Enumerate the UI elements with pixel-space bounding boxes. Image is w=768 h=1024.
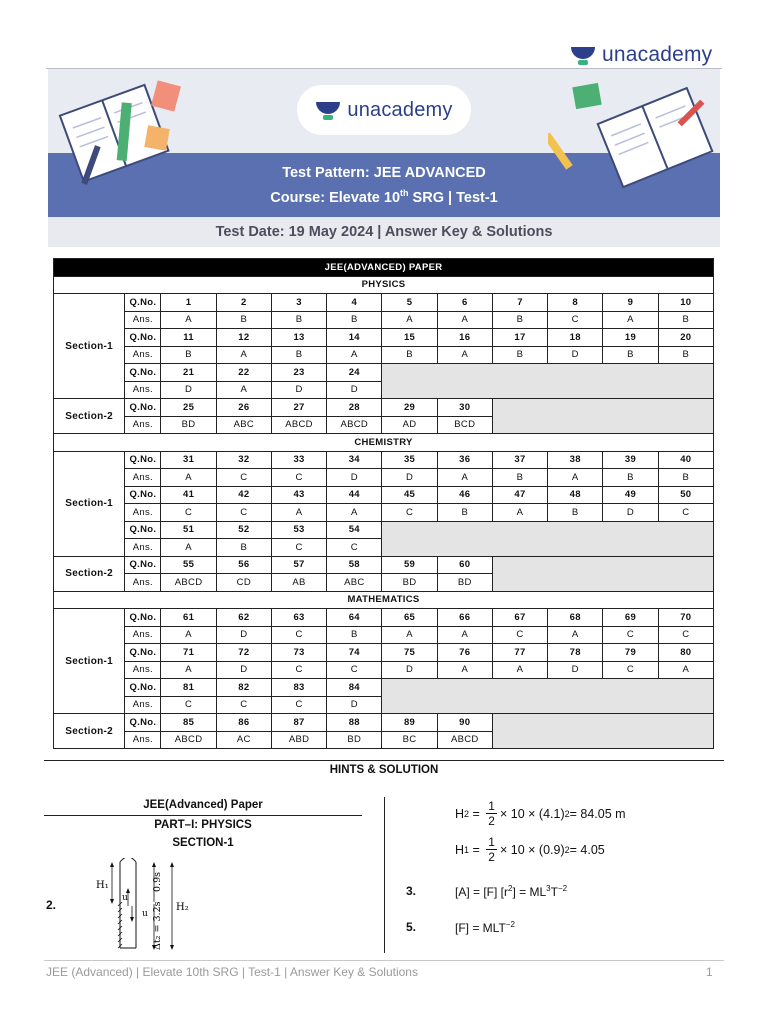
answer-cell: D — [216, 661, 271, 679]
answer-cell: B — [327, 311, 382, 329]
answer-cell: B — [327, 626, 382, 644]
answer-cell: B — [216, 311, 271, 329]
question-number-cell: 81 — [161, 679, 216, 697]
question-number-row — [54, 486, 714, 504]
answer-row — [54, 346, 714, 364]
answer-cell: C — [548, 311, 603, 329]
question-number-cell: 54 — [327, 521, 382, 539]
answer-cell: BD — [161, 416, 216, 434]
qno-label: Q.No. — [125, 451, 161, 469]
question-number-cell: 88 — [327, 714, 382, 732]
q5-solution: $[F] = MLT^{-2}$ — [455, 920, 515, 935]
answer-cell: C — [382, 504, 437, 522]
answer-cell: C — [161, 504, 216, 522]
answer-cell: A — [437, 469, 492, 487]
hints-left-column — [44, 795, 362, 849]
question-number-cell: 77 — [492, 644, 547, 662]
logo-text: unacademy — [602, 43, 713, 66]
answer-cell: A — [548, 626, 603, 644]
answer-cell: AC — [216, 731, 271, 749]
question-number-cell: 63 — [271, 609, 326, 627]
question-number-cell: 40 — [658, 451, 713, 469]
paper-heading: JEE(Advanced) Paper — [143, 799, 263, 811]
question-number-cell: 25 — [161, 399, 216, 417]
qno-label: Q.No. — [125, 364, 161, 382]
question-number-cell: 27 — [271, 399, 326, 417]
qno-label: Q.No. — [125, 329, 161, 347]
equation-h2: H 2 = $\frac{1}{2}$ × 10 × (4.1) 2 = 84.05 m — [455, 799, 626, 828]
question-number-cell: 12 — [216, 329, 271, 347]
answer-cell: A — [603, 311, 658, 329]
ans-label: Ans. — [125, 504, 161, 522]
question-number-cell: 58 — [327, 556, 382, 574]
question-number-row — [54, 329, 714, 347]
empty-shaded-cell — [492, 556, 713, 591]
question-number-cell: 86 — [216, 714, 271, 732]
answer-cell: A — [492, 661, 547, 679]
answer-cell: B — [271, 346, 326, 364]
answer-cell: CD — [216, 574, 271, 592]
ans-label: Ans. — [125, 346, 161, 364]
answer-cell: A — [382, 311, 437, 329]
question-number-cell: 69 — [603, 609, 658, 627]
section-label: Section-1 — [54, 451, 125, 556]
answer-cell: A — [161, 626, 216, 644]
answer-cell: C — [271, 661, 326, 679]
qno-label: Q.No. — [125, 609, 161, 627]
qno-label: Q.No. — [125, 294, 161, 312]
answer-row — [54, 504, 714, 522]
answer-cell: C — [216, 504, 271, 522]
answer-cell: A — [382, 626, 437, 644]
question-number-cell: 5 — [382, 294, 437, 312]
question-number-cell: 59 — [382, 556, 437, 574]
question-number-cell: 20 — [658, 329, 713, 347]
question-number-cell: 70 — [658, 609, 713, 627]
question-number-cell: 2 — [216, 294, 271, 312]
question-number-row — [54, 451, 714, 469]
answer-cell: C — [658, 504, 713, 522]
hints-divider — [44, 760, 724, 761]
question-number-cell: 41 — [161, 486, 216, 504]
answer-key-title: JEE(ADVANCED) PAPER — [54, 259, 714, 277]
answer-cell: B — [658, 346, 713, 364]
question-number-cell: 66 — [437, 609, 492, 627]
q3-solution: [A] = [F] $[r^2] = ML^3T^{-2}$ — [455, 884, 568, 899]
empty-shaded-cell — [492, 399, 713, 434]
question-number-cell: 67 — [492, 609, 547, 627]
h1-label: H₁ — [96, 880, 109, 891]
question-number-cell: 75 — [382, 644, 437, 662]
question-number-cell: 36 — [437, 451, 492, 469]
question-number-cell: 34 — [327, 451, 382, 469]
header-logo — [570, 40, 730, 70]
ans-label: Ans. — [125, 381, 161, 399]
question-number-cell: 9 — [603, 294, 658, 312]
answer-cell: B — [382, 346, 437, 364]
answer-cell: A — [161, 469, 216, 487]
answer-cell: A — [437, 661, 492, 679]
question-number-cell: 51 — [161, 521, 216, 539]
question-number-cell: 83 — [271, 679, 326, 697]
empty-shaded-cell — [382, 679, 714, 714]
question-number-cell: 48 — [548, 486, 603, 504]
answer-cell: A — [161, 311, 216, 329]
section-label: Section-2 — [54, 556, 125, 591]
question-number-cell: 15 — [382, 329, 437, 347]
section-heading: SECTION-1 — [172, 837, 234, 849]
answer-cell: C — [327, 661, 382, 679]
question-number-cell: 64 — [327, 609, 382, 627]
subject-row — [54, 434, 714, 452]
question-number-cell: 28 — [327, 399, 382, 417]
ans-label: Ans. — [125, 731, 161, 749]
question-number-cell: 1 — [161, 294, 216, 312]
qno-label: Q.No. — [125, 679, 161, 697]
question-number-row — [54, 644, 714, 662]
question-number-cell: 89 — [382, 714, 437, 732]
question-number-cell: 87 — [271, 714, 326, 732]
answer-row — [54, 626, 714, 644]
subject-heading: MATHEMATICS — [54, 591, 714, 609]
answer-cell: B — [216, 539, 271, 557]
answer-cell: AB — [271, 574, 326, 592]
answer-cell: D — [603, 504, 658, 522]
question-number-cell: 38 — [548, 451, 603, 469]
answer-cell: BCD — [437, 416, 492, 434]
answer-row — [54, 311, 714, 329]
empty-shaded-cell — [382, 364, 714, 399]
question-number-cell: 50 — [658, 486, 713, 504]
qno-label: Q.No. — [125, 399, 161, 417]
question-number-cell: 22 — [216, 364, 271, 382]
question-number-cell: 47 — [492, 486, 547, 504]
footer-text: JEE (Advanced) | Elevate 10th SRG | Test-1 | Answer Key & Solutions — [46, 965, 418, 979]
projectile-diagram — [92, 858, 202, 954]
answer-cell: A — [271, 504, 326, 522]
answer-cell: B — [492, 346, 547, 364]
question-number-cell: 79 — [603, 644, 658, 662]
question-number-cell: 24 — [327, 364, 382, 382]
question-number-row — [54, 364, 714, 382]
question-number-row — [54, 294, 714, 312]
subject-heading: PHYSICS — [54, 276, 714, 294]
question-number-cell: 10 — [658, 294, 713, 312]
question-number-cell: 78 — [548, 644, 603, 662]
answer-cell: ABCD — [161, 574, 216, 592]
unacademy-logo-icon — [315, 99, 341, 121]
answer-cell: C — [216, 469, 271, 487]
question-number-cell: 46 — [437, 486, 492, 504]
question-number-cell: 6 — [437, 294, 492, 312]
answer-cell: A — [437, 311, 492, 329]
question-number-cell: 11 — [161, 329, 216, 347]
question-number-cell: 39 — [603, 451, 658, 469]
answer-key-table — [53, 258, 714, 749]
question-number-cell: 32 — [216, 451, 271, 469]
ans-label: Ans. — [125, 696, 161, 714]
svg-text:u: u — [122, 893, 128, 903]
ans-label: Ans. — [125, 311, 161, 329]
answer-cell: A — [161, 661, 216, 679]
answer-cell: D — [161, 381, 216, 399]
answer-cell: D — [548, 661, 603, 679]
question-number-cell: 29 — [382, 399, 437, 417]
test-pattern-line: Test Pattern: JEE ADVANCED — [282, 165, 486, 181]
answer-cell: D — [382, 661, 437, 679]
answer-cell: C — [603, 626, 658, 644]
question-number-cell: 82 — [216, 679, 271, 697]
q5-number: 5. — [406, 920, 417, 934]
answer-cell: A — [216, 381, 271, 399]
answer-cell: B — [437, 504, 492, 522]
question-number-row — [54, 679, 714, 697]
empty-shaded-cell — [382, 521, 714, 556]
question-number-cell: 18 — [548, 329, 603, 347]
subject-heading: CHEMISTRY — [54, 434, 714, 452]
answer-cell: B — [658, 469, 713, 487]
answer-cell: C — [603, 661, 658, 679]
ans-label: Ans. — [125, 626, 161, 644]
question-number-cell: 62 — [216, 609, 271, 627]
banner-logo-pill — [297, 85, 471, 135]
question-number-cell: 23 — [271, 364, 326, 382]
column-divider — [384, 797, 385, 953]
question-number-cell: 72 — [216, 644, 271, 662]
question-number-cell: 17 — [492, 329, 547, 347]
footer-divider — [44, 960, 724, 961]
banner — [48, 69, 720, 247]
question-number-row — [54, 521, 714, 539]
subject-row — [54, 276, 714, 294]
answer-cell: D — [327, 381, 382, 399]
answer-cell: B — [492, 311, 547, 329]
answer-cell: D — [327, 696, 382, 714]
answer-cell: ABCD — [271, 416, 326, 434]
equation-h1: H 1 = $\frac{1}{2}$ × 10 × (0.9) 2 = 4.05 — [455, 835, 605, 864]
empty-shaded-cell — [492, 714, 713, 749]
subject-row — [54, 591, 714, 609]
answer-key-title-row — [54, 259, 714, 277]
answer-cell: B — [658, 311, 713, 329]
answer-cell: D — [271, 381, 326, 399]
question-number-cell: 14 — [327, 329, 382, 347]
answer-cell: B — [492, 469, 547, 487]
answer-cell: ABCD — [161, 731, 216, 749]
answer-cell: B — [271, 311, 326, 329]
question-number-cell: 3 — [271, 294, 326, 312]
svg-text:Δt₂ = 3.2s: Δt₂ = 3.2s — [152, 901, 163, 950]
question-number-cell: 30 — [437, 399, 492, 417]
answer-row — [54, 661, 714, 679]
page-number: 1 — [706, 965, 713, 979]
answer-cell: D — [548, 346, 603, 364]
answer-cell: BC — [382, 731, 437, 749]
answer-cell: B — [548, 504, 603, 522]
answer-cell: D — [327, 469, 382, 487]
answer-cell: C — [271, 539, 326, 557]
answer-cell: A — [327, 504, 382, 522]
svg-text:0.9s: 0.9s — [152, 872, 163, 892]
q3-number: 3. — [406, 884, 417, 898]
question-number-cell: 43 — [271, 486, 326, 504]
unacademy-logo-icon — [570, 44, 596, 66]
question-number-cell: 84 — [327, 679, 382, 697]
answer-cell: C — [271, 469, 326, 487]
question-number-cell: 31 — [161, 451, 216, 469]
q2-number: 2. — [46, 898, 57, 912]
question-number-cell: 37 — [492, 451, 547, 469]
question-number-cell: 13 — [271, 329, 326, 347]
qno-label: Q.No. — [125, 714, 161, 732]
answer-cell: A — [548, 469, 603, 487]
book-illustration-icon — [548, 75, 718, 205]
answer-cell: A — [492, 504, 547, 522]
answer-cell: A — [216, 346, 271, 364]
answer-cell: C — [658, 626, 713, 644]
answer-cell: A — [658, 661, 713, 679]
answer-cell: ABD — [271, 731, 326, 749]
qno-label: Q.No. — [125, 556, 161, 574]
question-number-cell: 45 — [382, 486, 437, 504]
question-number-row — [54, 399, 714, 417]
answer-cell: BD — [437, 574, 492, 592]
section-label: Section-2 — [54, 714, 125, 749]
question-number-cell: 56 — [216, 556, 271, 574]
qno-label: Q.No. — [125, 486, 161, 504]
question-number-cell: 33 — [271, 451, 326, 469]
question-number-row — [54, 556, 714, 574]
answer-cell: A — [161, 539, 216, 557]
qno-label: Q.No. — [125, 644, 161, 662]
answer-cell: ABC — [327, 574, 382, 592]
question-number-cell: 8 — [548, 294, 603, 312]
question-number-row — [54, 714, 714, 732]
ans-label: Ans. — [125, 574, 161, 592]
question-number-cell: 60 — [437, 556, 492, 574]
question-number-cell: 57 — [271, 556, 326, 574]
ans-label: Ans. — [125, 416, 161, 434]
question-number-cell: 52 — [216, 521, 271, 539]
part-heading: PART–I: PHYSICS — [154, 819, 252, 831]
question-number-cell: 44 — [327, 486, 382, 504]
banner-logo-text: unacademy — [347, 98, 453, 121]
section-label: Section-1 — [54, 294, 125, 399]
question-number-cell: 21 — [161, 364, 216, 382]
answer-cell: A — [437, 626, 492, 644]
answer-cell: A — [327, 346, 382, 364]
ans-label: Ans. — [125, 661, 161, 679]
course-line: Course: Elevate 10th SRG | Test-1 — [270, 188, 498, 206]
answer-cell: C — [216, 696, 271, 714]
section-label: Section-2 — [54, 399, 125, 434]
question-number-cell: 7 — [492, 294, 547, 312]
question-number-cell: 4 — [327, 294, 382, 312]
question-number-cell: 26 — [216, 399, 271, 417]
question-number-row — [54, 609, 714, 627]
h2-label: H₂ — [176, 902, 189, 913]
question-number-cell: 55 — [161, 556, 216, 574]
question-number-cell: 90 — [437, 714, 492, 732]
section-label: Section-1 — [54, 609, 125, 714]
answer-cell: B — [603, 346, 658, 364]
answer-cell: C — [492, 626, 547, 644]
answer-cell: BD — [382, 574, 437, 592]
svg-text:u: u — [142, 909, 148, 919]
question-number-cell: 35 — [382, 451, 437, 469]
question-number-cell: 65 — [382, 609, 437, 627]
answer-cell: ABCD — [437, 731, 492, 749]
answer-cell: C — [327, 539, 382, 557]
question-number-cell: 80 — [658, 644, 713, 662]
question-number-cell: 73 — [271, 644, 326, 662]
answer-cell: ABCD — [327, 416, 382, 434]
answer-cell: D — [382, 469, 437, 487]
question-number-cell: 42 — [216, 486, 271, 504]
ans-label: Ans. — [125, 469, 161, 487]
answer-cell: ABC — [216, 416, 271, 434]
question-number-cell: 68 — [548, 609, 603, 627]
answer-row — [54, 469, 714, 487]
question-number-cell: 74 — [327, 644, 382, 662]
answer-cell: B — [603, 469, 658, 487]
answer-cell: B — [161, 346, 216, 364]
question-number-cell: 76 — [437, 644, 492, 662]
qno-label: Q.No. — [125, 521, 161, 539]
answer-cell: C — [271, 696, 326, 714]
answer-cell: D — [216, 626, 271, 644]
question-number-cell: 19 — [603, 329, 658, 347]
answer-cell: A — [437, 346, 492, 364]
test-date-line: Test Date: 19 May 2024 | Answer Key & Solutions — [48, 217, 720, 247]
answer-cell: C — [161, 696, 216, 714]
question-number-cell: 16 — [437, 329, 492, 347]
answer-key-grid — [53, 258, 714, 749]
question-number-cell: 49 — [603, 486, 658, 504]
question-number-cell: 71 — [161, 644, 216, 662]
answer-cell: BD — [327, 731, 382, 749]
question-number-cell: 85 — [161, 714, 216, 732]
hints-title: HINTS & SOLUTION — [329, 764, 439, 776]
question-number-cell: 53 — [271, 521, 326, 539]
answer-cell: AD — [382, 416, 437, 434]
ans-label: Ans. — [125, 539, 161, 557]
answer-cell: C — [271, 626, 326, 644]
question-number-cell: 61 — [161, 609, 216, 627]
